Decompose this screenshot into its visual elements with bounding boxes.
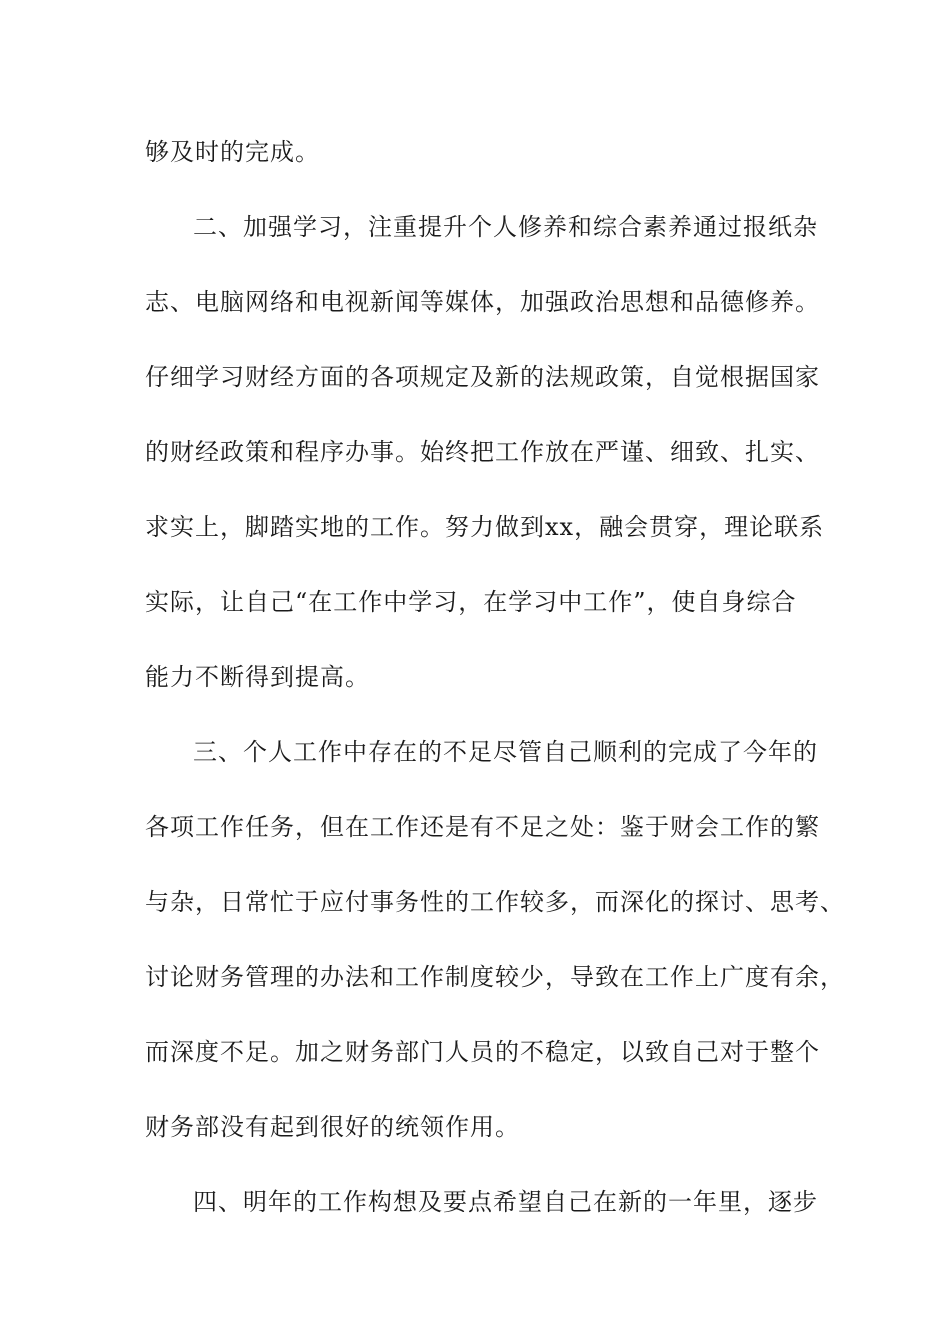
paragraph-line: 财务部没有起到很好的统领作用。 bbox=[145, 1113, 520, 1141]
paragraph-line: 的财经政策和程序办事。始终把工作放在严谨、细致、扎实、 bbox=[145, 438, 820, 466]
paragraph-line: 而深度不足。加之财务部门人员的不稳定，以致自己对于整个 bbox=[145, 1038, 820, 1066]
paragraph-line: 仔细学习财经方面的各项规定及新的法规政策，自觉根据国家 bbox=[145, 363, 820, 391]
paragraph-line: 能力不断得到提高。 bbox=[145, 663, 370, 691]
paragraph-line: 实际，让自己“在工作中学习，在学习中工作”，使自身综合 bbox=[145, 588, 797, 616]
paragraph-line: 四、明年的工作构想及要点希望自己在新的一年里，逐步 bbox=[193, 1188, 818, 1216]
paragraph-line: 二、加强学习，注重提升个人修养和综合素养通过报纸杂 bbox=[193, 213, 818, 241]
paragraph-line: 各项工作任务，但在工作还是有不足之处：鉴于财会工作的繁 bbox=[145, 813, 820, 841]
paragraph-line: 够及时的完成。 bbox=[145, 138, 320, 166]
paragraph-line: 讨论财务管理的办法和工作制度较少，导致在工作上广度有余， bbox=[145, 963, 845, 991]
paragraph-line: 三、个人工作中存在的不足尽管自己顺利的完成了今年的 bbox=[193, 738, 818, 766]
paragraph-line: 求实上，脚踏实地的工作。努力做到xx，融会贯穿，理论联系 bbox=[145, 513, 825, 541]
paragraph-line: 与杂，日常忙于应付事务性的工作较多，而深化的探讨、思考、 bbox=[145, 888, 845, 916]
paragraph-line: 志、电脑网络和电视新闻等媒体，加强政治思想和品德修养。 bbox=[145, 288, 820, 316]
